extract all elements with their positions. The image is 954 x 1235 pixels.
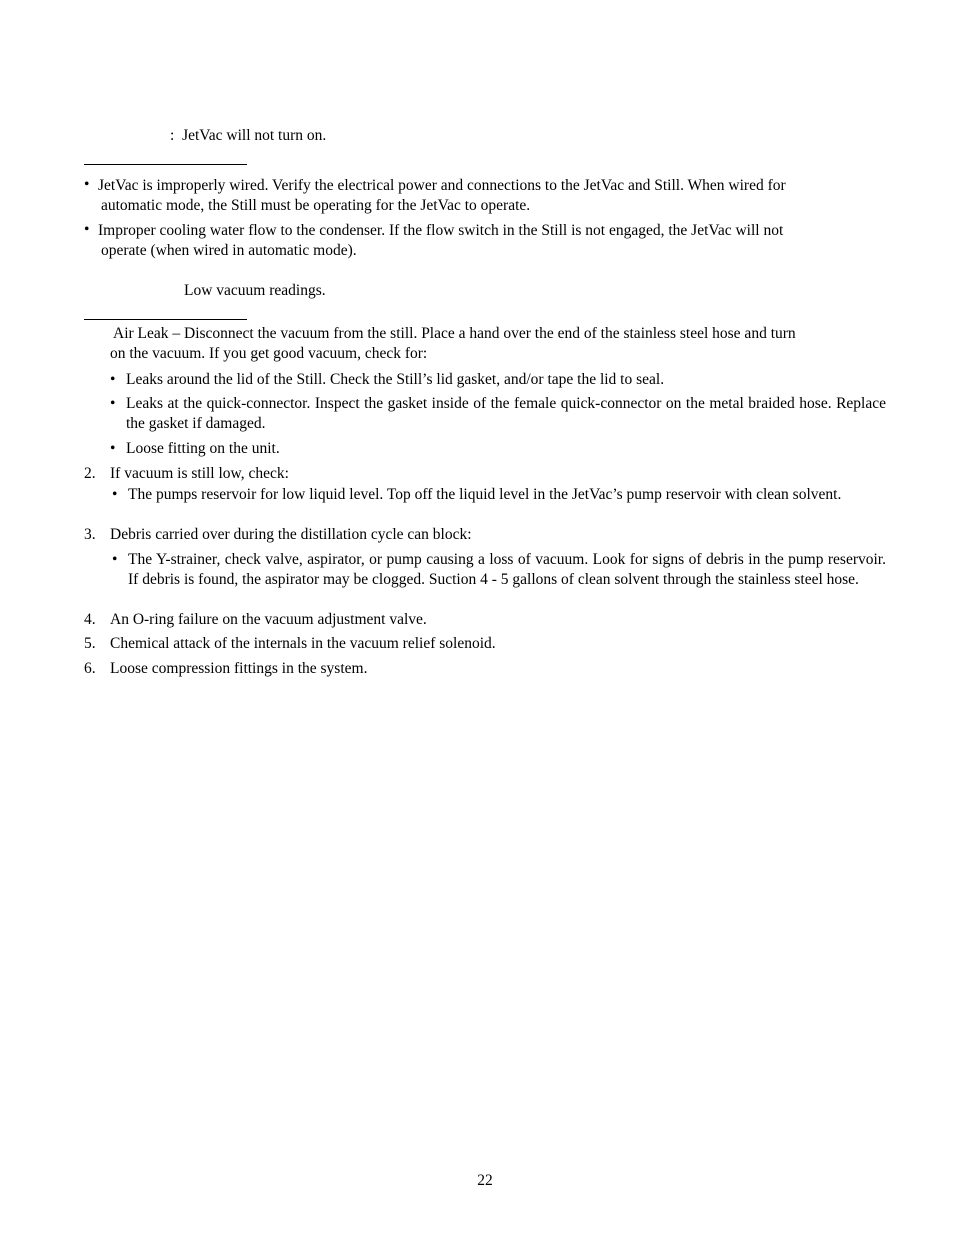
problem-1-prefix: : xyxy=(170,127,175,144)
item-4-text: An O-ring failure on the vacuum adjustment valve. xyxy=(110,611,427,628)
cause-1-line-1: JetVac is improperly wired. Verify the electrical power and connections to the JetVac and Still. When wired for xyxy=(98,177,786,194)
bullet-icon: • xyxy=(112,551,118,568)
item-1-sub-3 xyxy=(110,439,886,459)
cause-2-line-1: Improper cooling water flow to the condenser. If the flow switch in the Still is not engaged, the JetVac will not xyxy=(98,222,784,239)
bullet-icon: • xyxy=(112,486,118,503)
page-number: 22 xyxy=(477,1172,493,1189)
item-1-line-2: on the vacuum. If you get good vacuum, check for: xyxy=(110,345,428,362)
item-1-sub-1-text: Leaks around the lid of the Still. Check the Still’s lid gasket, and/or tape the lid to seal. xyxy=(126,371,665,388)
problem-1-text: JetVac will not turn on. xyxy=(182,127,327,144)
bullet-icon: • xyxy=(110,371,116,388)
section-rule-1 xyxy=(84,164,247,165)
bullet-icon: • xyxy=(84,176,90,193)
item-6-text: Loose compression fittings in the system. xyxy=(110,660,368,677)
bullet-icon: • xyxy=(84,221,90,238)
item-2-sub-text: The pumps reservoir for low liquid level. Top off the liquid level in the JetVac’s pump reservoir with clean solvent. xyxy=(128,486,842,503)
item-1-sub-3-text: Loose fitting on the unit. xyxy=(126,440,280,457)
section-rule-2 xyxy=(84,319,247,320)
item-1-sub-1 xyxy=(110,370,886,390)
bullet-icon: • xyxy=(110,395,116,412)
item-2-sub xyxy=(112,485,886,505)
item-6-number: 6. xyxy=(84,660,96,677)
item-1-sub-2-text: Leaks at the quick-connector. Inspect the gasket inside of the female quick-connector on the metal braided hose. Replace the gasket if damaged. xyxy=(126,395,886,432)
item-3-sub-text: The Y-strainer, check valve, aspirator, or pump causing a loss of vacuum. Look for signs of debris in the pump reservoir. If debris is found, the aspirator may be clogged. Suction 4 - 5 gallons of clean solvent through the stainless steel hose. xyxy=(128,551,886,588)
item-5-text: Chemical attack of the internals in the vacuum relief solenoid. xyxy=(110,635,496,652)
item-5-number: 5. xyxy=(84,635,96,652)
item-2-text: If vacuum is still low, check: xyxy=(110,465,289,482)
problem-2-heading: Low vacuum readings. xyxy=(184,282,326,299)
item-4-number: 4. xyxy=(84,611,96,628)
cause-2-line-2: operate (when wired in automatic mode). xyxy=(101,242,357,259)
item-3-sub xyxy=(112,550,886,590)
cause-1-line-2: automatic mode, the Still must be operating for the JetVac to operate. xyxy=(101,197,531,214)
item-1-sub-2 xyxy=(110,394,886,434)
item-2-number: 2. xyxy=(84,465,96,482)
item-3-number: 3. xyxy=(84,526,96,543)
item-3-text: Debris carried over during the distillation cycle can block: xyxy=(110,526,472,543)
bullet-icon: • xyxy=(110,440,116,457)
problem-1-heading xyxy=(170,126,326,146)
item-1-line-1: Air Leak – Disconnect the vacuum from the still. Place a hand over the end of the stainless steel hose and turn xyxy=(113,325,796,342)
